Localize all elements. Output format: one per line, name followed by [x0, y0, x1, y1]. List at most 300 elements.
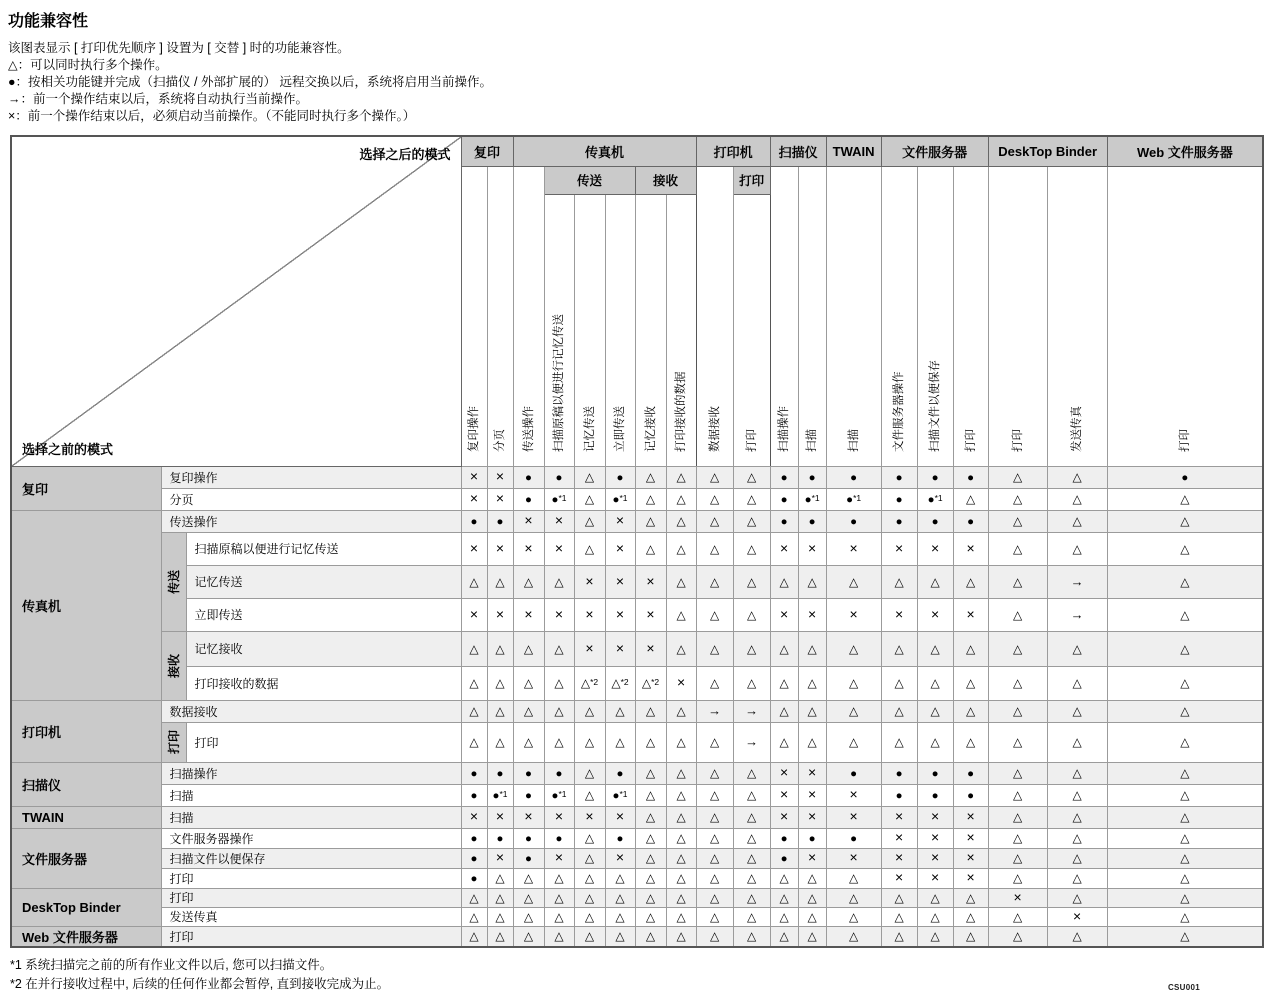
table-row	[11, 828, 1263, 848]
triangle-symbol: △	[849, 641, 859, 656]
matrix-cell	[635, 806, 666, 828]
triangle-symbol: △	[746, 492, 757, 506]
circle-symbol: ●	[780, 472, 788, 484]
matrix-cell	[953, 722, 988, 762]
matrix-cell	[513, 907, 544, 926]
matrix-cell	[953, 848, 988, 868]
matrix-cell	[605, 488, 635, 510]
matrix-cell	[461, 598, 487, 631]
matrix-cell	[461, 510, 487, 532]
triangle-symbol: △	[709, 470, 720, 484]
matrix-cell	[826, 666, 881, 700]
circle-symbol: ●	[555, 472, 563, 484]
triangle-symbol: △	[584, 704, 595, 718]
matrix-cell	[1107, 598, 1263, 631]
footnote-reference: *1	[619, 789, 628, 799]
triangle-symbol: △	[746, 788, 757, 802]
matrix-cell	[487, 888, 513, 907]
matrix-cell	[696, 762, 733, 784]
matrix-cell	[635, 722, 666, 762]
cross-symbol: ×	[615, 808, 625, 824]
cross-symbol: ×	[495, 605, 505, 622]
triangle-symbol: △	[1072, 704, 1082, 718]
matrix-cell	[696, 722, 733, 762]
triangle-symbol: △	[807, 890, 817, 905]
matrix-cell	[605, 700, 635, 722]
triangle-symbol: △	[746, 890, 757, 905]
matrix-cell	[881, 532, 917, 565]
triangle-symbol: △	[1180, 641, 1190, 656]
matrix-cell	[544, 666, 574, 700]
matrix-cell	[666, 848, 696, 868]
footnote-1: *1 系统扫描完之前的所有作业文件以后, 您可以扫描文件。	[10, 957, 333, 972]
triangle-symbol: △	[894, 909, 904, 924]
matrix-cell	[988, 762, 1047, 784]
circle-symbol: ●	[967, 516, 975, 528]
matrix-cell	[881, 784, 917, 806]
triangle-symbol: △	[894, 890, 904, 905]
matrix-cell	[798, 848, 826, 868]
matrix-cell	[461, 888, 487, 907]
matrix-cell	[635, 466, 666, 488]
matrix-cell	[1047, 666, 1107, 700]
matrix-cell	[1107, 631, 1263, 666]
matrix-cell	[635, 926, 666, 947]
matrix-cell	[988, 784, 1047, 806]
triangle-symbol: △	[1013, 788, 1023, 802]
cross-symbol: ×	[931, 869, 940, 885]
triangle-symbol: △	[966, 492, 976, 506]
matrix-cell	[953, 907, 988, 926]
triangle-symbol: △	[709, 735, 720, 749]
cross-symbol: ×	[966, 829, 975, 845]
triangle-symbol: △	[584, 890, 595, 905]
matrix-cell	[881, 828, 917, 848]
triangle-symbol: △	[807, 676, 817, 690]
triangle-symbol: △	[746, 641, 757, 656]
footnote-reference: *1	[853, 493, 862, 503]
matrix-cell	[696, 848, 733, 868]
matrix-cell	[513, 784, 544, 806]
matrix-cell	[826, 532, 881, 565]
triangle-symbol: △	[1072, 676, 1082, 690]
triangle-symbol: △	[1013, 470, 1023, 484]
matrix-cell	[666, 722, 696, 762]
matrix-cell	[544, 631, 574, 666]
column-label-memory-transmission: 记忆传送	[574, 194, 605, 466]
matrix-cell	[1047, 762, 1107, 784]
matrix-cell	[1047, 510, 1107, 532]
triangle-symbol: △	[746, 851, 757, 865]
matrix-cell	[881, 762, 917, 784]
cross-symbol: ×	[469, 490, 479, 506]
matrix-cell	[1047, 466, 1107, 488]
circle-symbol: ●	[931, 768, 939, 780]
row-group-header: TWAIN	[11, 806, 161, 828]
triangle-symbol: △	[1072, 810, 1082, 824]
matrix-cell	[1107, 466, 1263, 488]
intro-text: 该图表显示 [ 打印优先顺序 ] 设置为 [ 交替 ] 时的功能兼容性。	[8, 41, 350, 55]
triangle-symbol: △	[676, 851, 686, 865]
matrix-cell	[544, 806, 574, 828]
triangle-symbol: △	[645, 704, 656, 718]
triangle-symbol: △	[645, 909, 656, 924]
footnote-reference: *2	[620, 677, 629, 687]
cross-symbol: ×	[849, 849, 858, 865]
matrix-cell	[635, 762, 666, 784]
triangle-symbol: △	[1180, 788, 1190, 802]
triangle-symbol: △	[469, 574, 479, 589]
matrix-cell	[798, 532, 826, 565]
arrow-symbol: →	[1070, 606, 1084, 622]
cross-symbol: ×	[585, 639, 594, 656]
triangle-symbol: △	[469, 641, 479, 656]
matrix-cell	[1047, 631, 1107, 666]
triangle-symbol: △	[779, 929, 789, 943]
matrix-cell	[544, 565, 574, 598]
triangle-symbol: △	[1072, 766, 1082, 780]
column-group-desktop-binder: DeskTop Binder	[988, 136, 1107, 166]
cross-symbol: ×	[469, 539, 479, 556]
matrix-cell	[733, 806, 770, 828]
triangle-symbol: △	[523, 735, 534, 749]
matrix-cell	[917, 565, 953, 598]
triangle-symbol: △	[894, 641, 904, 656]
matrix-cell	[487, 700, 513, 722]
triangle-symbol: △	[676, 871, 686, 885]
matrix-cell	[953, 488, 988, 510]
triangle-symbol: △	[746, 676, 757, 690]
row-group-header: 复印	[11, 466, 161, 510]
triangle-symbol: △	[554, 871, 564, 885]
matrix-cell	[635, 631, 666, 666]
triangle-symbol: △	[746, 810, 757, 824]
row-group-header: 扫描仪	[11, 762, 161, 806]
matrix-cell	[461, 488, 487, 510]
matrix-cell	[1107, 926, 1263, 947]
matrix-cell	[881, 700, 917, 722]
triangle-symbol: △	[645, 735, 656, 749]
column-subgroup-transmission: 传送	[544, 166, 635, 194]
matrix-cell	[1107, 488, 1263, 510]
triangle-symbol: △	[1072, 871, 1082, 885]
triangle-symbol: △	[1180, 607, 1190, 622]
footnote-reference: *1	[558, 789, 567, 799]
cross-symbol: ×	[615, 512, 625, 528]
matrix-cell	[461, 907, 487, 926]
triangle-symbol: △	[930, 574, 940, 589]
matrix-cell	[696, 926, 733, 947]
matrix-cell	[733, 700, 770, 722]
matrix-cell	[605, 762, 635, 784]
matrix-cell	[826, 926, 881, 947]
matrix-cell	[696, 598, 733, 631]
matrix-cell	[666, 828, 696, 848]
triangle-symbol: △	[709, 641, 720, 656]
matrix-cell	[988, 466, 1047, 488]
triangle-symbol: △	[584, 470, 595, 484]
triangle-symbol: △	[709, 929, 720, 943]
matrix-cell	[544, 700, 574, 722]
matrix-cell	[988, 868, 1047, 888]
matrix-cell	[666, 926, 696, 947]
matrix-cell	[696, 488, 733, 510]
triangle-symbol: △	[1180, 929, 1190, 943]
triangle-symbol: △	[966, 890, 976, 905]
triangle-symbol: △	[495, 871, 505, 885]
matrix-cell	[826, 888, 881, 907]
matrix-cell	[917, 868, 953, 888]
cross-symbol: ×	[524, 605, 533, 622]
corner-label-mode-after: 选择之后的模式	[359, 147, 451, 162]
matrix-cell	[798, 784, 826, 806]
cross-symbol: ×	[524, 539, 533, 556]
matrix-cell	[1107, 828, 1263, 848]
matrix-cell	[953, 868, 988, 888]
circle-symbol: ●	[931, 516, 939, 528]
triangle-symbol: △	[554, 909, 564, 924]
matrix-cell	[635, 888, 666, 907]
matrix-cell	[513, 488, 544, 510]
triangle-symbol: △	[1072, 470, 1082, 484]
matrix-cell	[826, 466, 881, 488]
matrix-cell	[917, 466, 953, 488]
cross-symbol: ×	[966, 605, 975, 622]
triangle-symbol: △	[1013, 909, 1023, 924]
matrix-cell	[666, 762, 696, 784]
matrix-cell	[487, 565, 513, 598]
row-label: 扫描文件以便保存	[161, 848, 461, 868]
column-group-row	[11, 136, 1263, 166]
table-row	[11, 565, 1263, 598]
triangle-symbol: △	[1072, 851, 1082, 865]
circle-symbol: ●	[780, 853, 788, 865]
circle-symbol: ●	[927, 494, 935, 506]
footnote-reference: *1	[811, 493, 820, 503]
triangle-symbol: △	[523, 574, 534, 589]
cross-symbol: ×	[585, 572, 594, 589]
matrix-cell	[544, 848, 574, 868]
compatibility-table	[10, 135, 1264, 948]
matrix-cell	[953, 828, 988, 848]
circle-symbol: ●	[525, 472, 532, 484]
matrix-cell	[917, 828, 953, 848]
triangle-symbol: △	[1180, 871, 1190, 885]
triangle-symbol: △	[469, 890, 479, 905]
matrix-cell	[487, 848, 513, 868]
table-row	[11, 700, 1263, 722]
matrix-cell	[635, 907, 666, 926]
circle-symbol: ●	[470, 768, 478, 780]
column-label-twain-scan: 扫描	[826, 166, 881, 466]
matrix-cell	[696, 828, 733, 848]
circle-symbol: ●	[616, 768, 624, 780]
triangle-symbol: △	[645, 766, 656, 780]
matrix-cell	[798, 828, 826, 848]
triangle-symbol: △	[807, 735, 817, 749]
matrix-cell	[1047, 598, 1107, 631]
matrix-cell	[733, 907, 770, 926]
circle-symbol: ●	[808, 516, 816, 528]
triangle-symbol: △	[1013, 607, 1023, 622]
footnote-reference: *1	[558, 493, 567, 503]
matrix-cell	[544, 598, 574, 631]
triangle-symbol: △	[1180, 890, 1190, 905]
matrix-cell	[770, 907, 798, 926]
matrix-cell	[826, 784, 881, 806]
triangle-symbol: △	[554, 735, 564, 749]
matrix-cell	[953, 598, 988, 631]
triangle-symbol: △	[584, 735, 595, 749]
matrix-cell	[826, 510, 881, 532]
matrix-cell	[953, 926, 988, 947]
triangle-symbol: △	[709, 492, 720, 506]
circle-symbol: ●	[808, 472, 816, 484]
cross-symbol: ×	[469, 808, 479, 824]
matrix-cell	[574, 762, 605, 784]
matrix-cell	[461, 565, 487, 598]
cross-symbol: ×	[931, 539, 940, 556]
circle-symbol: ●	[616, 472, 624, 484]
triangle-symbol: △	[1180, 541, 1190, 556]
matrix-cell	[798, 466, 826, 488]
matrix-cell	[574, 466, 605, 488]
matrix-cell	[770, 598, 798, 631]
triangle-symbol: △	[1013, 492, 1023, 506]
matrix-cell	[544, 888, 574, 907]
matrix-cell	[487, 762, 513, 784]
matrix-cell	[574, 488, 605, 510]
triangle-symbol: △	[523, 871, 534, 885]
cross-symbol: ×	[554, 849, 564, 865]
triangle-symbol: △	[495, 909, 505, 924]
column-label-data-reception: 数据接收	[696, 166, 733, 466]
row-subgroup-header: 接收	[161, 631, 186, 700]
matrix-cell	[544, 722, 574, 762]
triangle-symbol: △	[1072, 514, 1082, 528]
table-row	[11, 466, 1263, 488]
cross-symbol: ×	[495, 490, 505, 506]
circle-symbol: ●	[616, 833, 624, 845]
triangle-symbol: △	[584, 831, 595, 845]
cross-symbol: ×	[780, 786, 789, 802]
matrix-cell	[696, 565, 733, 598]
triangle-symbol: △	[523, 676, 534, 690]
triangle-symbol: △	[615, 909, 625, 924]
table-row	[11, 784, 1263, 806]
cross-symbol: ×	[808, 605, 817, 622]
matrix-cell	[461, 666, 487, 700]
matrix-cell	[544, 488, 574, 510]
column-label-docserver-operation: 文件服务器操作	[881, 166, 917, 466]
matrix-cell	[917, 784, 953, 806]
diagonal-corner-cell	[11, 136, 461, 466]
triangle-symbol: △	[1180, 704, 1190, 718]
matrix-cell	[770, 722, 798, 762]
triangle-symbol: △	[1072, 890, 1082, 905]
triangle-symbol: △	[930, 735, 940, 749]
cross-symbol: ×	[615, 572, 625, 589]
cross-symbol: ×	[615, 639, 625, 656]
matrix-cell	[487, 907, 513, 926]
matrix-cell	[770, 828, 798, 848]
triangle-symbol: △	[1013, 851, 1023, 865]
triangle-symbol: △	[584, 871, 595, 885]
cross-symbol: ×	[895, 539, 904, 556]
matrix-cell	[826, 631, 881, 666]
table-row	[11, 598, 1263, 631]
matrix-cell	[513, 806, 544, 828]
triangle-symbol: △	[779, 574, 789, 589]
triangle-symbol: △	[966, 929, 976, 943]
triangle-symbol: △	[1180, 909, 1190, 924]
matrix-cell	[605, 466, 635, 488]
triangle-symbol: △	[645, 788, 656, 802]
triangle-symbol: △	[676, 810, 686, 824]
cross-symbol: ×	[524, 512, 533, 528]
cross-symbol: ×	[895, 849, 904, 865]
column-label-print-received-data: 打印接收的数据	[666, 194, 696, 466]
matrix-cell	[917, 631, 953, 666]
cross-symbol: ×	[849, 808, 858, 824]
table-row	[11, 848, 1263, 868]
triangle-symbol: △	[469, 735, 479, 749]
matrix-cell	[798, 907, 826, 926]
circle-symbol: ●	[804, 494, 812, 506]
triangle-symbol: △	[1013, 766, 1023, 780]
cross-symbol: ×	[849, 605, 858, 622]
matrix-cell	[733, 510, 770, 532]
triangle-symbol: △	[584, 514, 595, 528]
triangle-symbol: △	[615, 929, 625, 943]
triangle-symbol: △	[676, 607, 686, 622]
triangle-symbol: △	[584, 492, 595, 506]
matrix-cell	[988, 907, 1047, 926]
row-group-header: 传真机	[11, 510, 161, 700]
matrix-cell	[798, 700, 826, 722]
row-label: 传送操作	[161, 510, 461, 532]
triangle-symbol: △	[709, 766, 720, 780]
triangle-symbol: △	[495, 735, 505, 749]
matrix-cell	[635, 784, 666, 806]
cross-symbol: ×	[780, 764, 789, 780]
matrix-cell	[696, 700, 733, 722]
triangle-symbol: △	[709, 851, 720, 865]
triangle-symbol: △	[469, 929, 479, 943]
matrix-cell	[798, 666, 826, 700]
matrix-cell	[544, 510, 574, 532]
matrix-cell	[733, 722, 770, 762]
matrix-cell	[1047, 926, 1107, 947]
matrix-cell	[696, 631, 733, 666]
circle-symbol: ●	[850, 516, 858, 528]
cross-symbol: ×	[808, 539, 817, 556]
column-group-fax: 传真机	[513, 136, 696, 166]
triangle-symbol: △	[894, 735, 904, 749]
matrix-cell	[666, 532, 696, 565]
matrix-cell	[574, 848, 605, 868]
matrix-cell	[1047, 806, 1107, 828]
cross-symbol: ×	[808, 808, 817, 824]
matrix-cell	[770, 700, 798, 722]
cross-symbol: ×	[554, 605, 564, 622]
triangle-symbol: △	[1180, 810, 1190, 824]
cross-symbol: ×	[849, 786, 858, 802]
triangle-symbol: △	[495, 890, 505, 905]
triangle-symbol: △	[1180, 831, 1190, 845]
triangle-symbol: △	[779, 909, 789, 924]
matrix-cell	[988, 722, 1047, 762]
